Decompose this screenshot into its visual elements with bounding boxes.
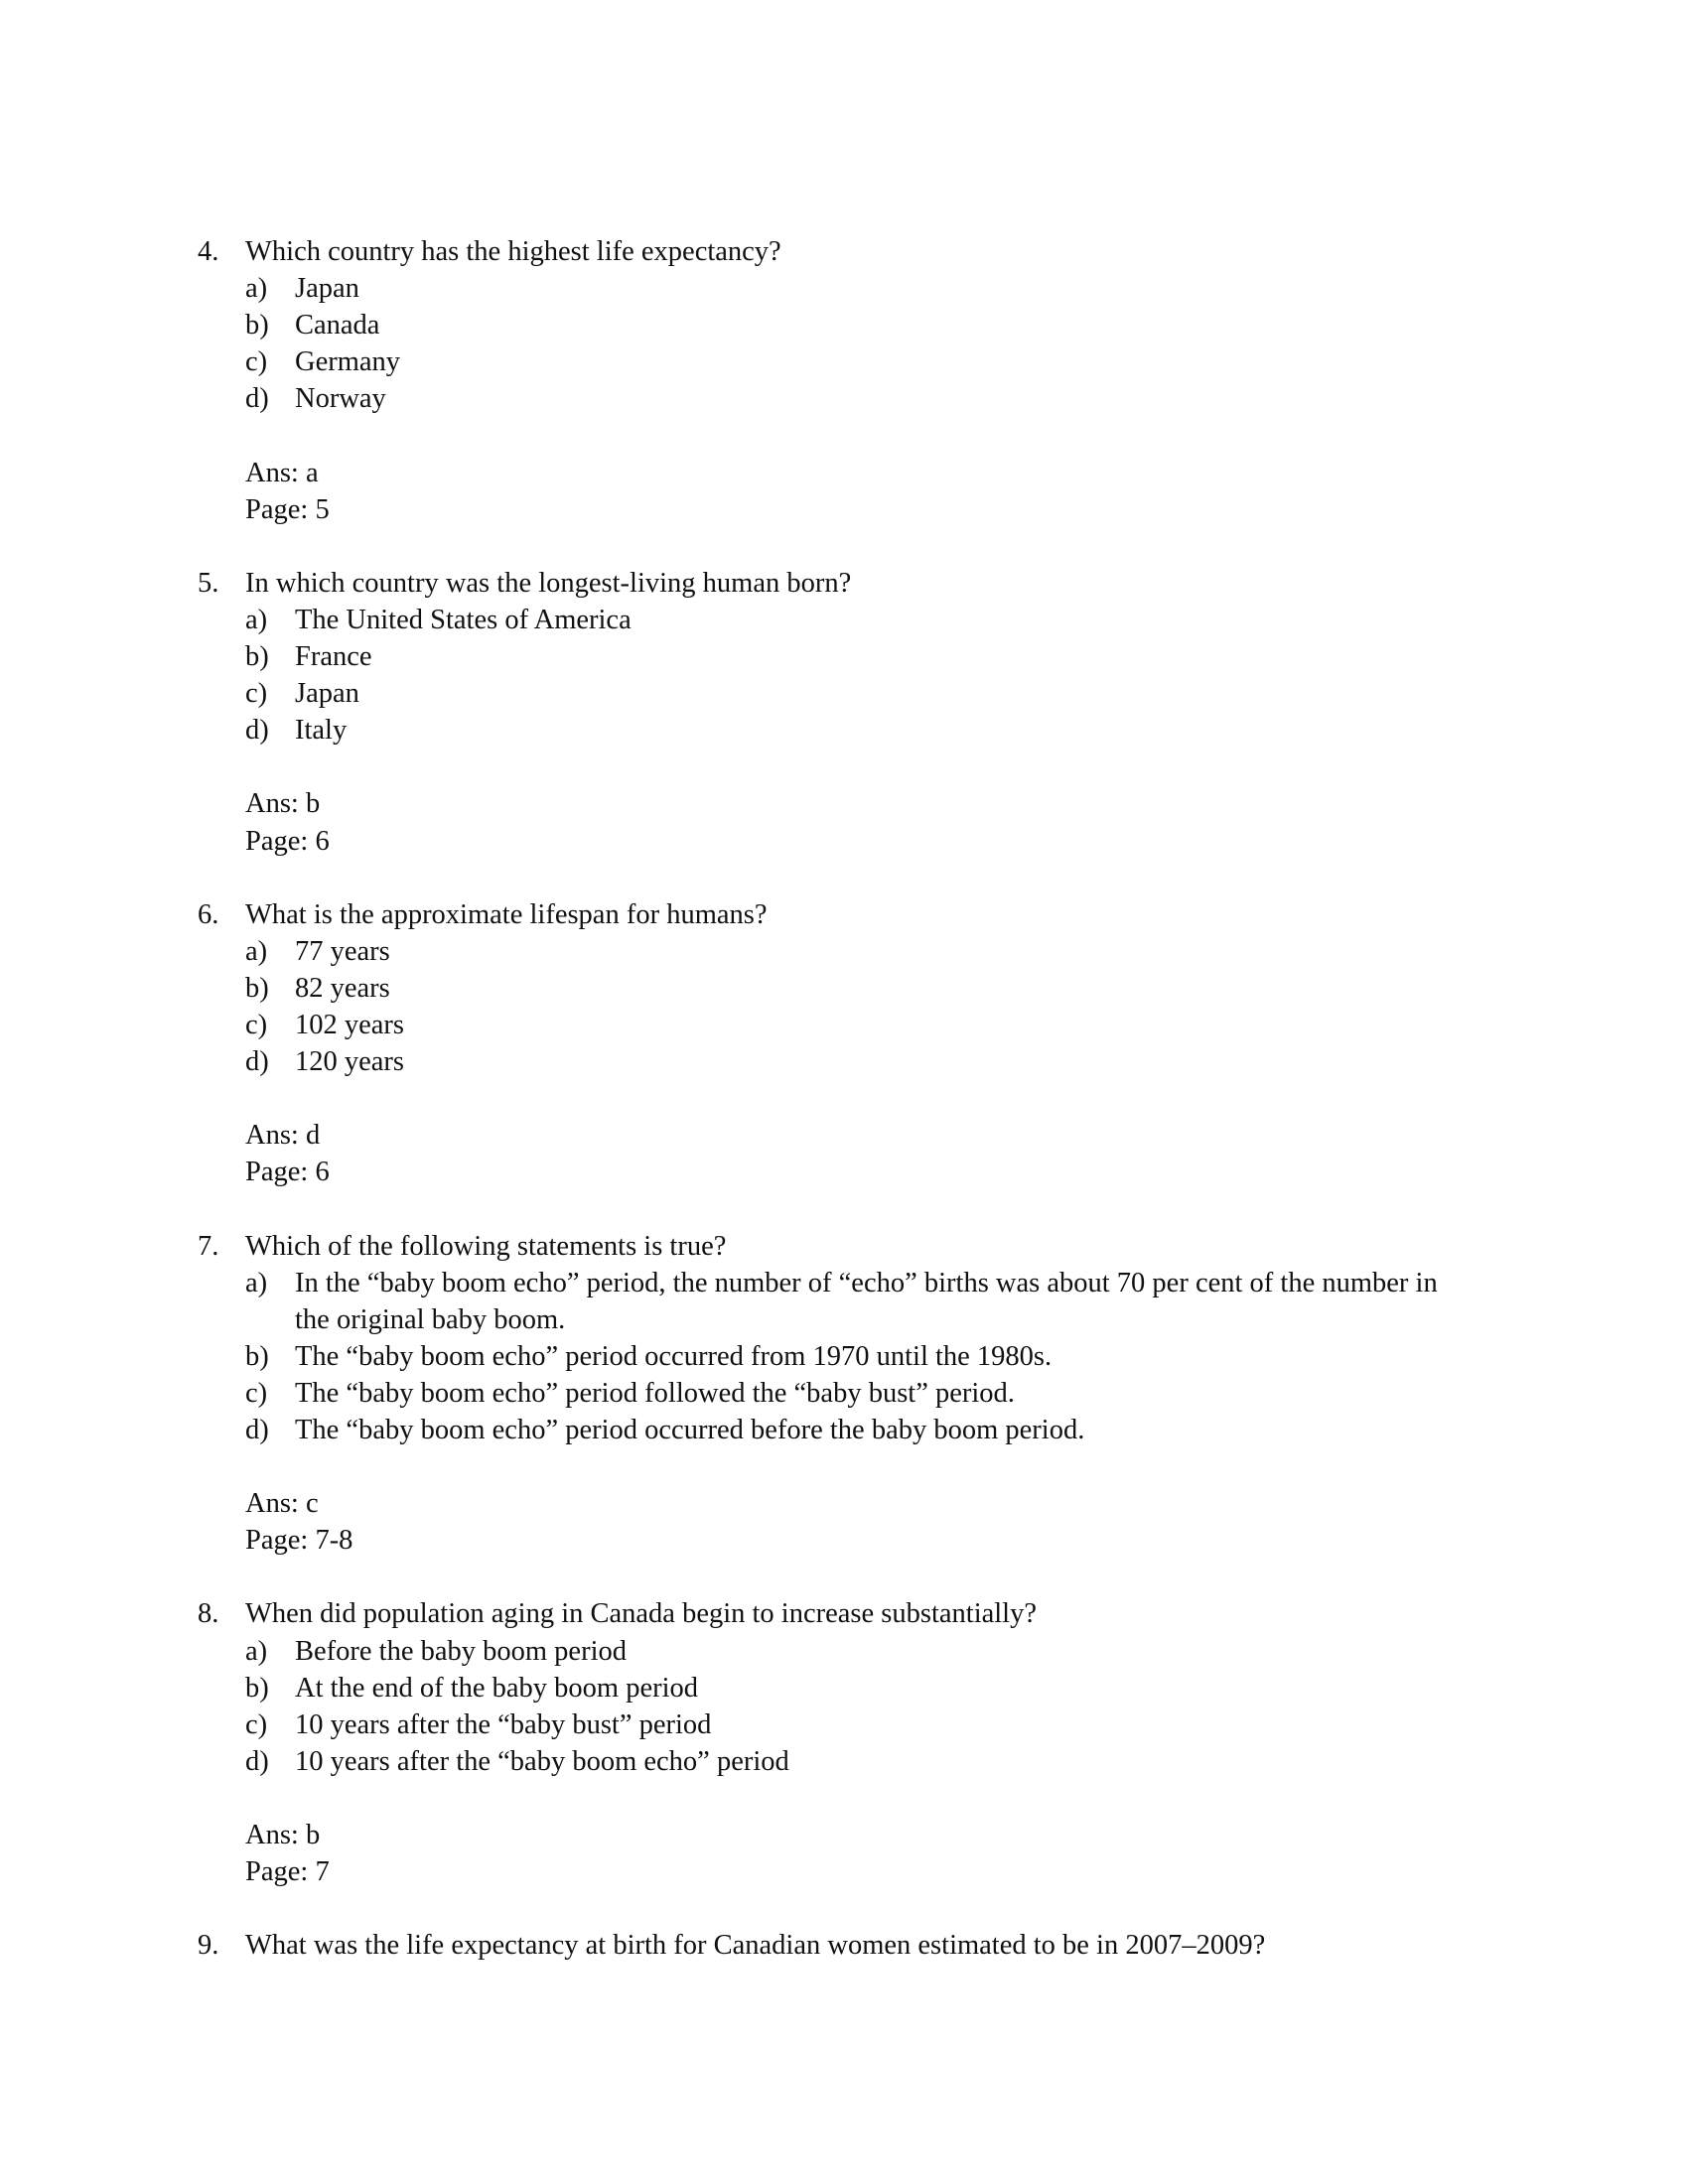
answer-meta [245, 1117, 1508, 1190]
option-label: a) [245, 604, 268, 635]
option-list [245, 933, 1508, 1080]
option-text: At the end of the baby boom period [295, 1672, 699, 1704]
option-text: Italy [295, 715, 348, 747]
answer-text: Ans: d [245, 1120, 321, 1152]
question-block [198, 233, 1508, 528]
answer-text: Ans: b [245, 1820, 321, 1851]
option-item [245, 1043, 1508, 1080]
option-label: a) [245, 1635, 268, 1667]
option-item [245, 933, 1508, 970]
question-text: Which country has the highest life expectancy? [245, 236, 781, 267]
option-item [245, 307, 1508, 343]
question-line [198, 233, 1508, 270]
question-text: What is the approximate lifespan for humans? [245, 898, 768, 930]
option-label: a) [245, 273, 268, 305]
question-block [198, 565, 1508, 860]
question-number: 9. [198, 1930, 219, 1962]
page-reference: Page: 5 [245, 493, 330, 525]
option-item [245, 675, 1508, 712]
option-label: c) [245, 1009, 268, 1040]
question-text: What was the life expectancy at birth for Canadian women estimated to be in 2007–2009? [245, 1930, 1266, 1962]
option-text: Japan [295, 273, 359, 305]
option-list [245, 1265, 1508, 1448]
option-label: c) [245, 1708, 268, 1740]
option-item [245, 638, 1508, 675]
option-label: c) [245, 346, 268, 378]
question-block [198, 1927, 1508, 1964]
option-item [245, 1265, 1508, 1338]
option-text: Japan [295, 678, 359, 710]
question-line [198, 565, 1508, 602]
option-text: France [295, 641, 372, 673]
option-item [245, 1375, 1508, 1412]
question-number: 7. [198, 1230, 219, 1262]
question-line [198, 896, 1508, 933]
question-number: 6. [198, 898, 219, 930]
option-label: d) [245, 1415, 269, 1445]
question-block [198, 1228, 1508, 1560]
answer-meta [245, 1485, 1508, 1559]
question-number: 8. [198, 1598, 219, 1630]
page-reference: Page: 6 [245, 825, 330, 857]
option-text: The “baby boom echo” period occurred from 1970 until the 1980s. [295, 1340, 1053, 1372]
option-label: c) [245, 1377, 268, 1409]
option-text: Germany [295, 346, 401, 378]
option-item [245, 970, 1508, 1007]
answer-meta [245, 785, 1508, 859]
option-item [245, 1007, 1508, 1043]
option-text: Before the baby boom period [295, 1635, 627, 1667]
option-item [245, 270, 1508, 307]
option-label: c) [245, 678, 268, 710]
question-number: 4. [198, 236, 219, 267]
option-item [245, 1670, 1508, 1706]
answer-text: Ans: c [245, 1488, 319, 1520]
answer-meta [245, 1817, 1508, 1890]
option-text: 10 years after the “baby boom echo” period [295, 1745, 789, 1777]
question-line [198, 1927, 1508, 1964]
option-label: d) [245, 715, 269, 747]
question-text: Which of the following statements is true? [245, 1230, 727, 1262]
option-list [245, 1633, 1508, 1780]
option-item [245, 343, 1508, 380]
option-text: 77 years [295, 935, 390, 967]
question-block [198, 1595, 1508, 1890]
option-text: The United States of America [295, 604, 632, 635]
answer-text: Ans: a [245, 457, 319, 488]
option-text: 10 years after the “baby bust” period [295, 1708, 712, 1740]
page-reference: Page: 7-8 [245, 1525, 353, 1557]
question-line [198, 1595, 1508, 1632]
option-label: a) [245, 1267, 268, 1298]
option-label: a) [245, 935, 268, 967]
option-text: Norway [295, 383, 386, 415]
option-text: The “baby boom echo” period followed the “baby bust” period. [295, 1377, 1015, 1409]
answer-text: Ans: b [245, 788, 321, 820]
option-list [245, 270, 1508, 417]
question-block [198, 896, 1508, 1191]
option-text: The “baby boom echo” period occurred before the baby boom period. [295, 1415, 1085, 1445]
option-label: b) [245, 641, 269, 673]
option-label: b) [245, 972, 269, 1004]
question-text: When did population aging in Canada begin to increase substantially? [245, 1598, 1037, 1630]
option-label: b) [245, 1340, 269, 1372]
option-item [245, 1743, 1508, 1780]
option-item [245, 1412, 1508, 1448]
option-label: d) [245, 383, 269, 415]
option-item [245, 602, 1508, 638]
option-text: Canada [295, 310, 380, 341]
option-label: d) [245, 1745, 269, 1777]
question-list [198, 233, 1508, 2001]
option-text: 102 years [295, 1009, 405, 1040]
option-label: d) [245, 1046, 269, 1078]
option-text: 82 years [295, 972, 390, 1004]
page-reference: Page: 6 [245, 1157, 330, 1188]
page-reference: Page: 7 [245, 1856, 330, 1888]
question-number: 5. [198, 567, 219, 599]
option-label: b) [245, 310, 269, 341]
option-item [245, 1706, 1508, 1743]
option-list [245, 602, 1508, 749]
answer-meta [245, 455, 1508, 528]
option-item [245, 380, 1508, 417]
option-text: In the “baby boom echo” period, the number of “echo” births was about 70 per cent of the number in the original baby boom. [295, 1267, 1438, 1335]
option-text: 120 years [295, 1046, 405, 1078]
option-item [245, 1633, 1508, 1670]
option-item [245, 1338, 1508, 1375]
question-text: In which country was the longest-living human born? [245, 567, 852, 599]
option-label: b) [245, 1672, 269, 1704]
option-item [245, 712, 1508, 749]
question-line [198, 1228, 1508, 1265]
